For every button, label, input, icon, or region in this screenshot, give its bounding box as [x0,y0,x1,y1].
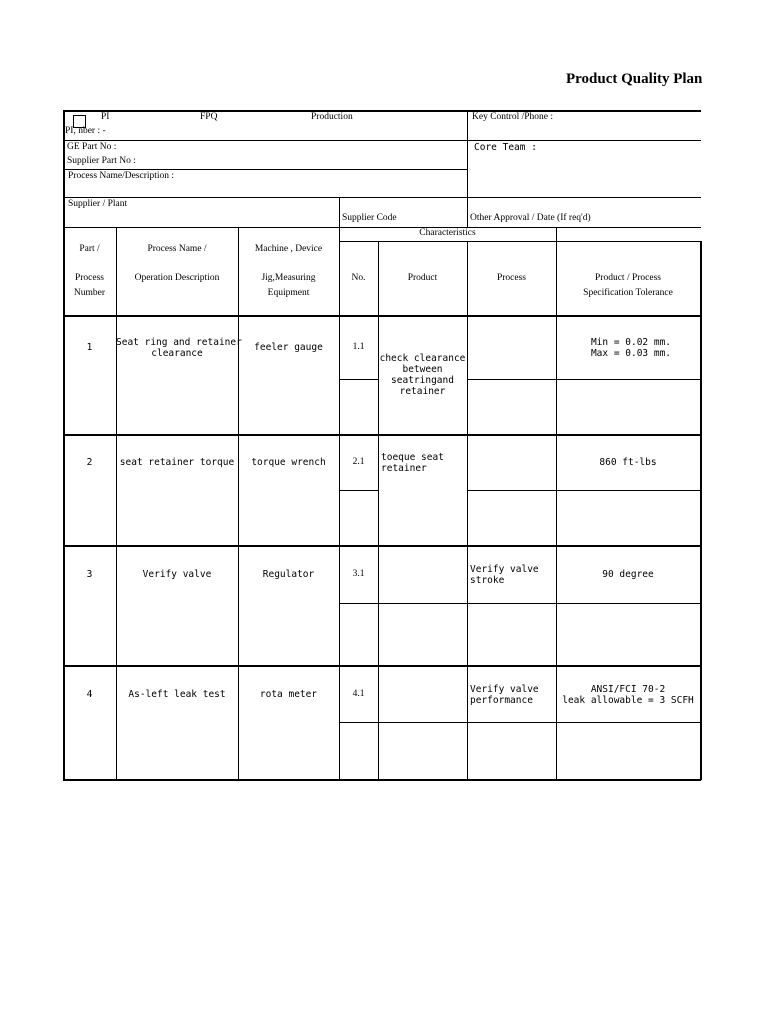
row-4-spec-line1: ANSI/FCI 70-2 [590,684,666,695]
row-1-subline-no [339,379,379,380]
characteristics-divider [339,241,701,242]
pi-number-label: PI, nber : - [65,126,106,136]
table-bottom [63,779,701,781]
row-4-process-char-line1: Verify valve [470,684,539,695]
col-machine-line1: Machine , Device [254,244,323,254]
row-1-bottom [63,434,701,436]
row-2-product-line2: retainer [381,463,427,474]
row-2-number: 2 [86,457,93,468]
header-vertical-4 [556,227,557,241]
supplier-part-no-label: Supplier Part No : [67,156,136,166]
row-1-spec-line2: Max = 0.03 mm. [590,348,672,359]
row-4-no: 4.1 [352,689,365,699]
row-1-product-line2: between [402,364,443,375]
row-2-product-line1: toeque seat [381,452,444,463]
row-1-product-line1: check clearance [379,353,466,364]
row-3-number: 3 [86,569,93,580]
row-3-spec: 90 degree [602,569,654,580]
header-vertical-1 [467,110,468,198]
document-title: Product Quality Plan [566,71,703,87]
row-1-machine: feeler gauge [254,342,323,353]
row-2-spec: 860 ft-lbs [599,457,657,468]
col-process-line2: Operation Description [134,273,220,283]
row-3-bottom [63,665,701,667]
row-4-subline [339,722,701,723]
production-label: Production [311,112,353,122]
row-4-spec-line2: leak allowable = 3 SCFH [562,695,694,706]
col-part-line2: Process [74,273,105,283]
row-3-process-char-line2: stroke [470,575,505,586]
col-part-line1: Part / [79,244,100,254]
col-machine-line2: Jig,Measuring [261,273,316,283]
header-divider-3 [63,197,701,198]
col-machine-line3: Equipment [267,288,310,298]
header-divider-2 [63,169,467,170]
row-4-process-char-line2: performance [470,695,533,706]
row-4-number: 4 [86,689,93,700]
col-line-process-char [467,241,468,780]
pi-label: PI [101,112,110,122]
column-header-bottom [63,315,701,317]
row-3-subline [339,603,701,604]
row-3-no: 3.1 [352,569,365,579]
row-2-process: seat retainer torque [119,457,235,468]
row-2-subline-no [339,490,379,491]
row-1-process-line1: Seat ring and retainer [116,337,242,348]
key-control-label: Key Control /Phone : [472,112,554,122]
right-border [700,241,702,780]
header-top-border [63,110,701,112]
other-approval-label: Other Approval / Date (If req'd) [470,213,591,223]
row-1-process-line2: clearance [151,348,203,359]
row-1-number: 1 [86,342,93,353]
row-2-subline-right [467,490,701,491]
left-border [63,110,65,780]
row-1-no: 1.1 [352,342,365,352]
row-1-product-line3: seatringand [391,375,454,386]
row-2-bottom [63,545,701,547]
row-2-machine: torque wrench [251,457,326,468]
col-line-product [378,241,379,780]
row-1-subline-right [467,379,701,380]
col-part-line3: Number [73,288,106,298]
row-2-no: 2.1 [352,457,365,467]
row-4-process: As-left leak test [128,689,226,700]
row-3-process-char-line1: Verify valve [470,564,539,575]
row-1-product-line4: retainer [399,386,446,397]
col-process: Process [496,273,527,283]
supplier-plant-label: Supplier / Plant [68,199,128,209]
col-process-line1: Process Name / [147,244,207,254]
header-vertical-3 [467,197,468,227]
fpq-label: FPQ [200,112,218,122]
row-3-process: Verify valve [142,569,212,580]
core-team-label: Core Team : [474,142,537,153]
supplier-code-label: Supplier Code [342,213,397,223]
col-spec-line1: Product / Process [595,273,661,283]
row-1-spec-line1: Min = 0.02 mm. [590,337,672,348]
row-3-machine: Regulator [262,569,315,580]
col-no: No. [351,273,366,283]
process-name-label: Process Name/Description : [68,171,175,181]
col-spec-line2: Specification Tolerance [583,288,673,298]
characteristics-header: Characteristics [419,228,476,238]
row-4-machine: rota meter [259,689,318,700]
col-product: Product [407,273,438,283]
ge-part-no-label: GE Part No : [67,142,117,152]
header-divider-1 [63,140,701,141]
